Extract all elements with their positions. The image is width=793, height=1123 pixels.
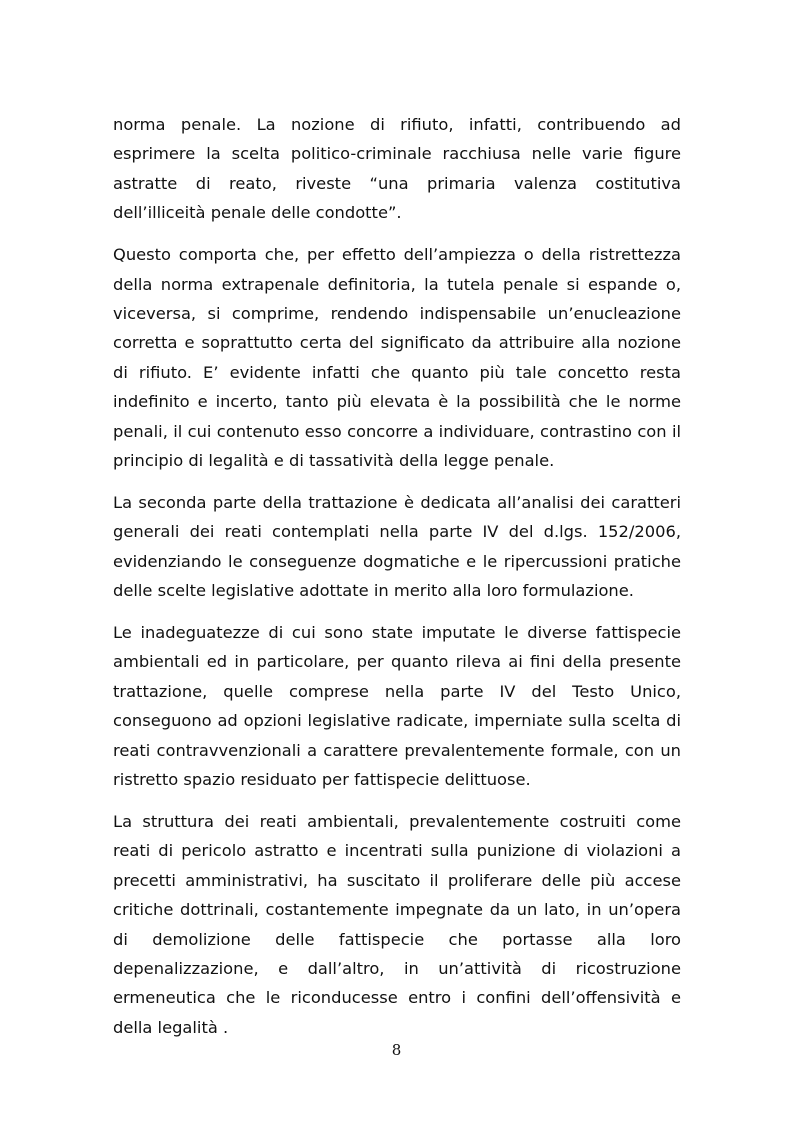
- paragraph: norma penale. La nozione di rifiuto, infatti, contribuendo ad esprimere la scelta politico-criminale racchiusa nelle varie figure astratte di reato, riveste “una primaria valenza costitutiva dell’illiceità penale delle condotte”.: [113, 115, 681, 223]
- paragraph: La seconda parte della trattazione è dedicata all’analisi dei caratteri generali dei reati contemplati nella parte IV del d.lgs. 152/2006, evidenziando le conseguenze dogmatiche e le ripercussioni pratiche delle scelte legislative adottate in merito alla loro formulazione.: [113, 492, 681, 601]
- paragraph: La struttura dei reati ambientali, prevalentemente costruiti come reati di pericolo astratto e incentrati sulla punizione di violazioni a precetti amministrativi, ha suscitato il proliferare delle più accese critiche dottrinali, costantemente impegnate da un lato, in un’opera di demolizione delle fattispecie che portasse alla loro depenalizzazione, e dall’altro, in un’attività di ricostruzione ermeneutica che le riconducesse entro i confini dell’offensività e della legalità .: [113, 811, 681, 1037]
- paragraph: Le inadeguatezze di cui sono state imputate le diverse fattispecie ambientali ed in particolare, per quanto rileva ai fini della presente trattazione, quelle comprese nella parte IV del Testo Unico, conseguono ad opzioni legislative radicate, imperniate sulla scelta di reati contravvenzionali a carattere prevalentemente formale, con un ristretto spazio residuato per fattispecie delittuose.: [113, 623, 681, 790]
- body-text: [113, 110, 681, 1055]
- paragraph: Questo comporta che, per effetto dell’ampiezza o della ristrettezza della norma extrapenale definitoria, la tutela penale si espande o, viceversa, si comprime, rendendo indispensabile un’enucleazione corretta e soprattutto certa del significato da attribuire alla nozione di rifiuto. E’ evidente infatti che quanto più tale concetto resta indefinito e incerto, tanto più elevata è la possibilità che le norme penali, il cui contenuto esso concorre a individuare, contrastino con il principio di legalità e di tassatività della legge penale.: [113, 245, 681, 470]
- page-number: 8: [391, 1041, 402, 1059]
